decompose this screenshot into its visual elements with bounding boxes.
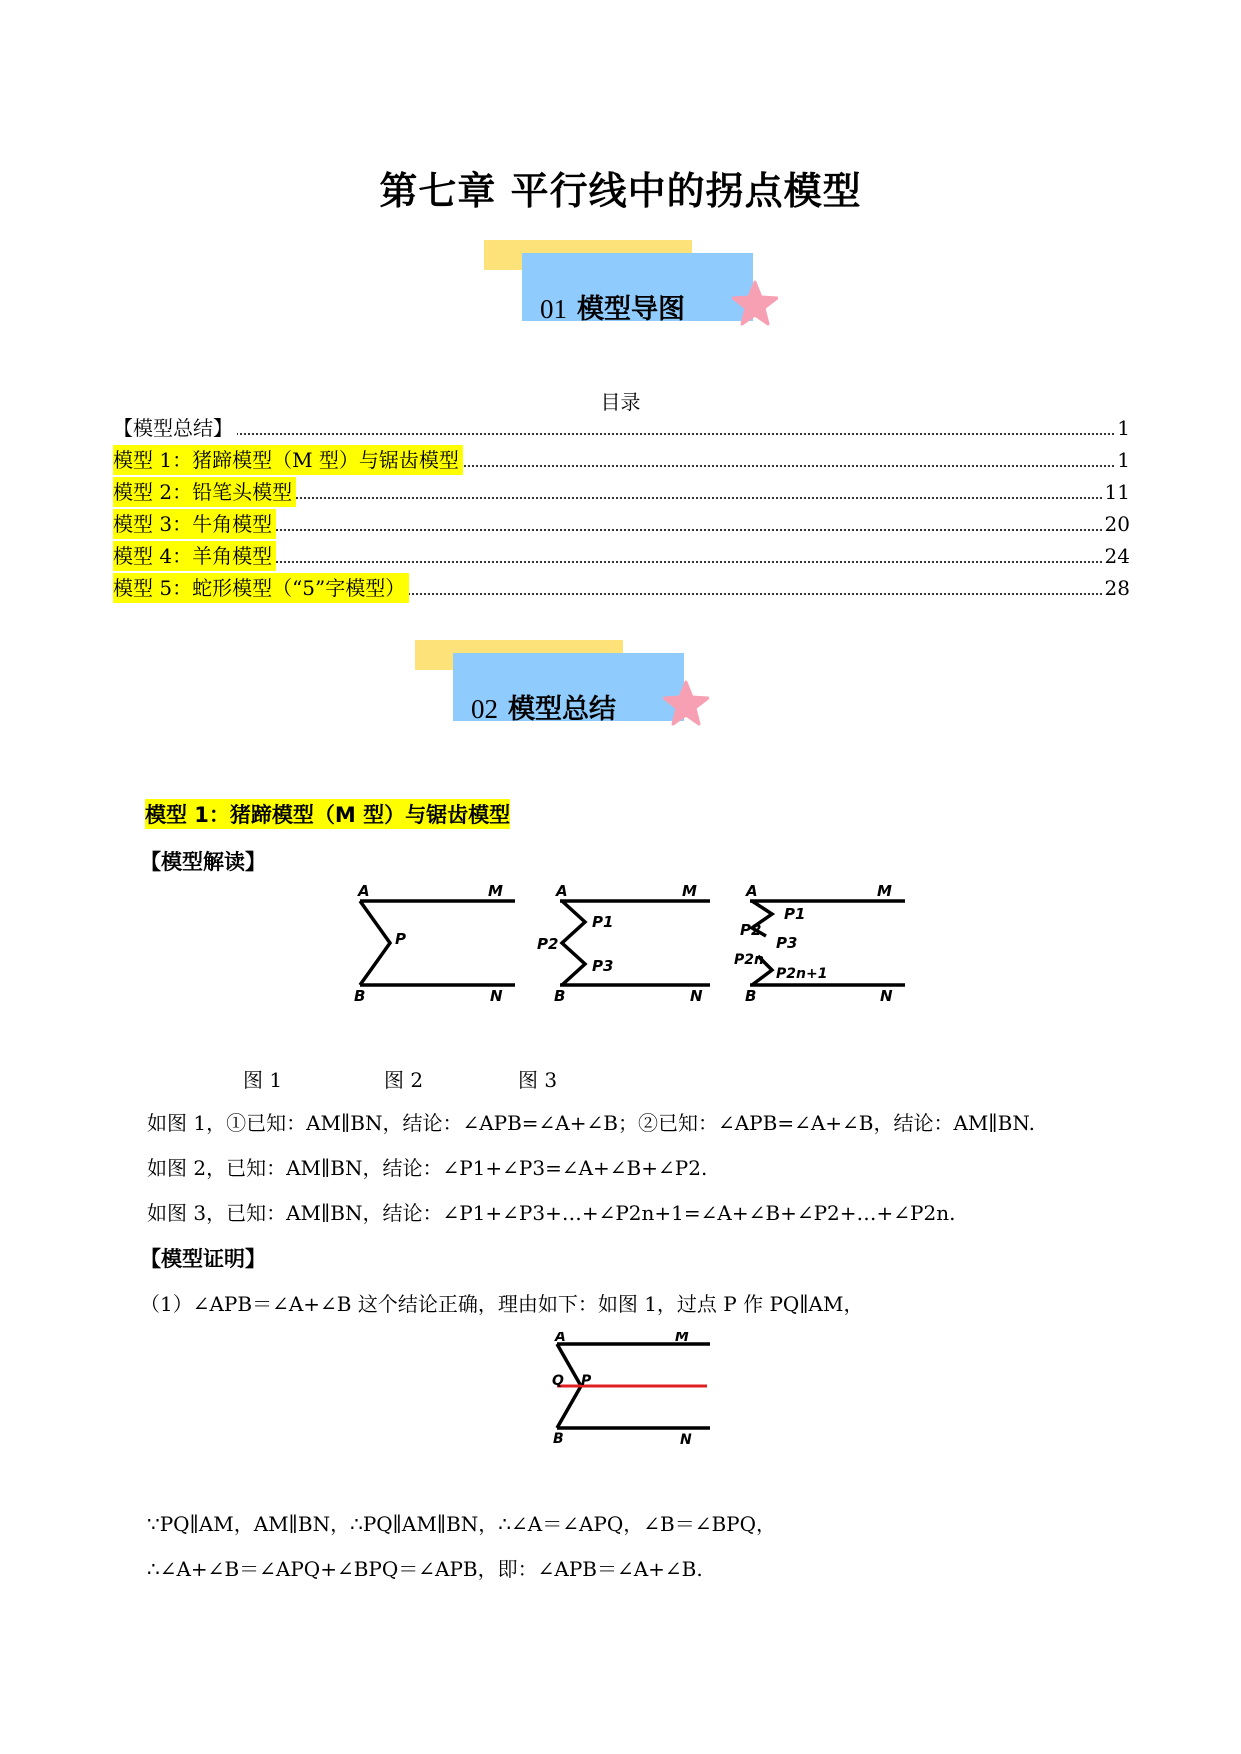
fig4-label-A: A	[555, 1332, 566, 1345]
fig2-label-B: B	[554, 987, 566, 1005]
toc-item-page: 1	[1115, 413, 1130, 443]
fig2-label-A: A	[556, 884, 568, 900]
fig2-label-P2: P2	[537, 935, 559, 953]
toc-item-page: 28	[1103, 573, 1130, 603]
figure-3	[750, 901, 905, 985]
proof-intro: （1）∠APB＝∠A+∠B 这个结论正确，理由如下：如图 1，过点 P 作 PQ∥AM，	[140, 1292, 864, 1316]
fig1-label-N: N	[490, 987, 503, 1005]
banner-label: 模型总结	[508, 694, 616, 725]
fig2-label-N: N	[690, 987, 703, 1005]
model-figures	[340, 884, 920, 1009]
statement-figure-3: 如图 3，已知：AM∥BN，结论：∠P1+∠P3+…+∠P2n+1=∠A+∠B+∠P2+…+∠P2n.	[147, 1201, 956, 1225]
toc-item[interactable]	[113, 573, 1130, 603]
fig1-label-B: B	[354, 987, 366, 1005]
fig1-label-A: A	[358, 884, 370, 900]
fig3-label-P2n1: P2n+1	[776, 966, 828, 982]
page-title: 第七章 平行线中的拐点模型	[379, 169, 862, 213]
fig4-label-Q: Q	[552, 1373, 564, 1389]
fig2-label-P3: P3	[592, 957, 614, 975]
toc-item[interactable]	[113, 541, 1130, 571]
statement-figure-2: 如图 2，已知：AM∥BN，结论：∠P1+∠P3=∠A+∠B+∠P2.	[147, 1156, 708, 1180]
toc-item-label: 模型 2：铅笔头模型	[113, 477, 296, 507]
banner-label: 模型导图	[577, 294, 685, 325]
proof-label: 【模型证明】	[140, 1247, 266, 1271]
star-icon	[732, 280, 778, 326]
fig3-label-P3: P3	[776, 934, 798, 952]
toc-item-label: 模型 3：牛角模型	[113, 509, 276, 539]
toc-item[interactable]	[113, 509, 1130, 539]
proof-line-1: ∵PQ∥AM，AM∥BN，∴PQ∥AM∥BN，∴∠A＝∠APQ，∠B＝∠BPQ，	[147, 1512, 777, 1536]
reading-label: 【模型解读】	[140, 850, 266, 874]
fig3-label-P1: P1	[784, 905, 806, 923]
toc-item-page: 24	[1103, 541, 1130, 571]
caption-figure-2: 图 2	[384, 1068, 424, 1092]
banner-number: 02	[471, 694, 498, 724]
fig3-label-A: A	[746, 884, 758, 900]
model-heading: 模型 1：猪蹄模型（M 型）与锯齿模型	[145, 799, 510, 829]
proof-figure	[545, 1332, 725, 1452]
toc-item-page: 20	[1103, 509, 1130, 539]
fig4-label-P: P	[581, 1373, 592, 1389]
fig4-label-M: M	[675, 1332, 689, 1345]
fig3-label-N: N	[880, 987, 893, 1005]
fig1-label-M: M	[488, 884, 503, 900]
fig1-label-P: P	[395, 930, 406, 948]
caption-figure-3: 图 3	[518, 1068, 558, 1092]
fig3-label-B: B	[745, 987, 757, 1005]
toc-leader-dots	[113, 433, 1130, 435]
fig3-label-P2n: P2n	[734, 952, 764, 968]
toc-item-label: 【模型总结】	[113, 413, 237, 443]
proof-line-2: ∴∠A+∠B＝∠APQ+∠BPQ＝∠APB，即：∠APB＝∠A+∠B.	[147, 1557, 703, 1581]
toc-item-page: 11	[1103, 477, 1130, 507]
star-icon	[663, 680, 709, 726]
toc-item[interactable]	[113, 413, 1130, 443]
toc-item[interactable]	[113, 477, 1130, 507]
toc-item-label: 模型 4：羊角模型	[113, 541, 276, 571]
fig3-label-P2: P2	[740, 921, 762, 939]
toc-item-label: 模型 1：猪蹄模型（M 型）与锯齿模型	[113, 445, 463, 475]
section-banner-02	[415, 640, 715, 735]
statement-figure-1: 如图 1，①已知：AM∥BN，结论：∠APB=∠A+∠B；②已知：∠APB=∠A+∠B，结论：AM∥BN.	[147, 1111, 1035, 1135]
figure-1	[360, 901, 515, 985]
fig4-label-B: B	[553, 1431, 564, 1447]
toc-item[interactable]	[113, 445, 1130, 475]
section-banner-01	[484, 240, 784, 335]
fig2-label-P1: P1	[592, 913, 614, 931]
banner-number: 01	[540, 294, 567, 324]
fig3-label-M: M	[877, 884, 892, 900]
toc-item-label: 模型 5：蛇形模型（“5”字模型）	[113, 573, 409, 603]
caption-figure-1: 图 1	[243, 1068, 283, 1092]
fig4-label-N: N	[680, 1432, 692, 1448]
toc-item-page: 1	[1115, 445, 1130, 475]
figure-2	[560, 901, 710, 985]
toc-heading: 目录	[600, 390, 641, 414]
fig2-label-M: M	[682, 884, 697, 900]
